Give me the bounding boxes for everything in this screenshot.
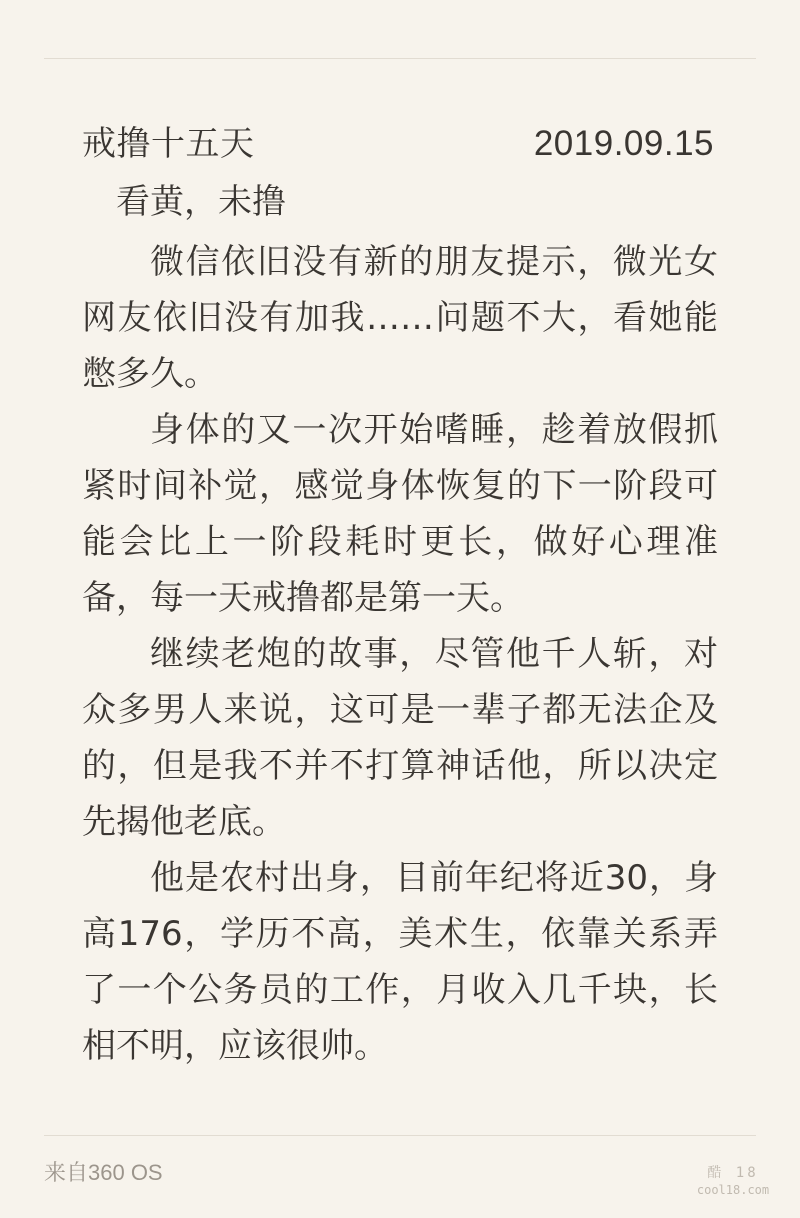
note-date: 2019.09.15 — [533, 124, 714, 163]
watermark-bottom: cool18.com — [696, 1183, 770, 1197]
note-paragraph: 继续老炮的故事，尽管他千人斩，对众多男人来说，这可是一辈子都无法企及的，但是我不并不打算神话他，所以决定先揭他老底。 — [82, 634, 718, 842]
watermark-top: 酷 18 — [707, 1165, 759, 1181]
note-subtitle: 看黄，未撸 — [116, 182, 286, 222]
note-title: 戒撸十五天 — [82, 124, 255, 164]
note-paragraph: 身体的又一次开始嗜睡，趁着放假抓紧时间补觉，感觉身体恢复的下一阶段可能会比上一阶段耗时更长，做好心理准备，每一天戒撸都是第一天。 — [82, 410, 718, 618]
note-paragraph: 微信依旧没有新的朋友提示，微光女网友依旧没有加我……问题不大，看她能憋多久。 — [82, 242, 718, 394]
note-body — [82, 118, 718, 1074]
source-label: 来自360 OS — [44, 1160, 163, 1185]
top-divider — [44, 58, 756, 59]
site-watermark — [694, 1164, 772, 1204]
note-paragraph: 他是农村出身，目前年纪将近30，身高176，学历不高，美术生，依靠关系弄了一个公务员的工作，月收入几千块，长相不明，应该很帅。 — [82, 858, 718, 1066]
note-header — [82, 118, 718, 170]
bottom-divider — [44, 1135, 756, 1136]
